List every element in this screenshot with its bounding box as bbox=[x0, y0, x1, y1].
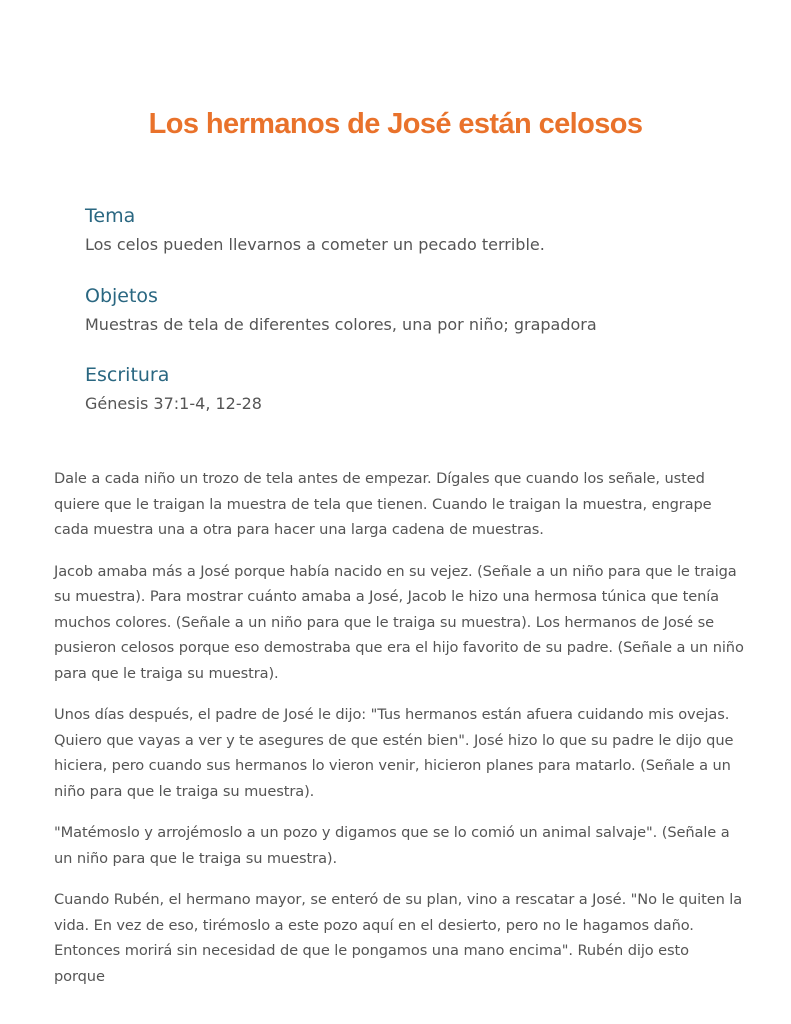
paragraph: Unos días después, el padre de José le dijo: "Tus hermanos están afuera cuidando mis ovejas. Quiero que vayas a ver y te asegures de que estén bien". José hizo lo que su padre le dijo que hiciera, pero cuando sus hermanos lo vieron venir, hicieron planes para matarlo. (Señale a un niño para que le traiga su muestra). bbox=[54, 706, 734, 800]
page-title: Los hermanos de José están celosos bbox=[148, 108, 643, 140]
section-text-objetos: Muestras de tela de diferentes colores, una por niño; grapadora bbox=[85, 315, 597, 334]
section-heading-objetos: Objetos bbox=[85, 285, 158, 307]
section-heading-tema: Tema bbox=[85, 205, 136, 227]
section-escritura bbox=[85, 362, 725, 416]
paragraph: "Matémoslo y arrojémoslo a un pozo y digamos que se lo comió un animal salvaje". (Señale a un niño para que le traiga su muestra). bbox=[54, 824, 730, 867]
section-objetos bbox=[85, 283, 725, 337]
section-text-escritura: Génesis 37:1-4, 12-28 bbox=[85, 394, 262, 413]
lesson-body bbox=[54, 466, 744, 1005]
section-text-tema: Los celos pueden llevarnos a cometer un pecado terrible. bbox=[85, 235, 545, 254]
section-heading-escritura: Escritura bbox=[85, 364, 170, 386]
paragraph: Cuando Rubén, el hermano mayor, se enteró de su plan, vino a rescatar a José. "No le quiten la vida. En vez de eso, tirémoslo a este pozo aquí en el desierto, pero no le hagamos daño. Entonces morirá sin necesidad de que le pongamos una mano encima". Rubén dijo esto porque bbox=[54, 891, 743, 985]
paragraph: Dale a cada niño un trozo de tela antes de empezar. Dígales que cuando los señale, usted quiere que le traigan la muestra de tela que tienen. Cuando le traigan la muestra, engrape cada muestra una a otra para hacer una larga cadena de muestras. bbox=[54, 470, 712, 538]
paragraph: Jacob amaba más a José porque había nacido en su vejez. (Señale a un niño para que le traiga su muestra). Para mostrar cuánto amaba a José, Jacob le hizo una hermosa túnica que tenía muchos colores. (Señale a un niño para que le traiga su muestra). Los hermanos de José se pusieron celosos porque eso demostraba que era el hijo favorito de su padre. (Señale a un niño para que le traiga su muestra). bbox=[54, 562, 744, 682]
section-tema bbox=[85, 203, 725, 257]
